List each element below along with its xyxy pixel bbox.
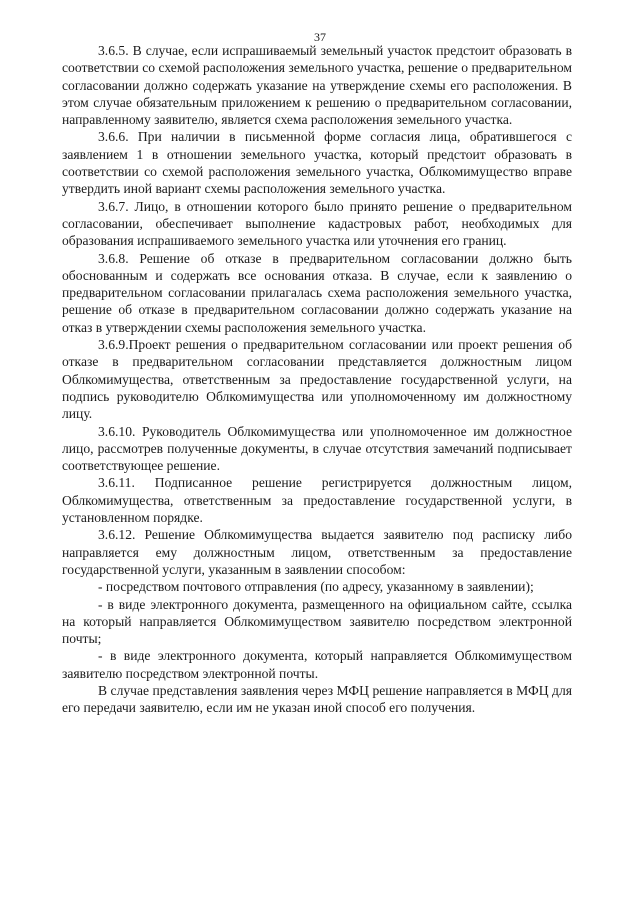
page-number: 37: [314, 30, 326, 44]
paragraph-mfc: В случае представления заявления через МФЦ решение направляется в МФЦ для его передачи заявителю, если им не указан иной способ его получения.: [62, 682, 572, 716]
bullet-item-website: - в виде электронного документа, размещенного на официальном сайте, ссылка на который направляется Облкомимуществом заявителю посредством электронной почты;: [62, 596, 572, 647]
bullet-item-email: - в виде электронного документа, который направляется Облкомимуществом заявителю посредством электронной почты.: [62, 648, 572, 681]
document-body: [62, 42, 572, 717]
paragraph-3-6-6: 3.6.6. При наличии в письменной форме согласия лица, обратившегося с заявлением 1 в отношении земельного участка, который предстоит образовать в соответствии со схемой расположения земельного участка, Облкомимущество вправе утвердить иной вариант схемы расположения земельного участка.: [62, 129, 572, 197]
paragraph-3-6-8: 3.6.8. Решение об отказе в предварительном согласовании должно быть обоснованным и содержать все основания отказа. В случае, если к заявлению о предварительном согласовании прилагалась схема расположения земельного участка, решение об отказе в предварительном согласовании должно содержать указание на отказ в утверждении схемы расположения земельного участка.: [62, 250, 572, 335]
paragraph-3-6-10: 3.6.10. Руководитель Облкомимущества или уполномоченное им должностное лицо, рассмотрев полученные документы, в случае отсутствия замечаний подписывает соответствующее решение.: [62, 423, 572, 474]
paragraph-3-6-9: 3.6.9.Проект решения о предварительном согласовании или проект решения об отказе в предварительном согласовании представляется должностным лицом Облкомимущества, ответственным за предоставление государственной услуги, на подпись руководителю Облкомимущества или уполномоченному им должностному лицу.: [62, 337, 572, 422]
paragraph-3-6-11: 3.6.11. Подписанное решение регистрируется должностным лицом, Облкомимущества, ответственным за предоставление государственной услуги, в установленном порядке.: [62, 475, 572, 526]
paragraph-3-6-7: 3.6.7. Лицо, в отношении которого было принято решение о предварительном согласовании, обеспечивает выполнение кадастровых работ, необходимых для образования испрашиваемого земельного участка или уточнения его границ.: [62, 198, 572, 249]
bullet-item-postal: - посредством почтового отправления (по адресу, указанному в заявлении);: [98, 579, 534, 595]
paragraph-3-6-12: 3.6.12. Решение Облкомимущества выдается заявителю под расписку либо направляется ему должностным лицом, ответственным за предоставление государственной услуги, указанным в заявлении способом:: [62, 527, 572, 577]
paragraph-3-6-5: 3.6.5. В случае, если испрашиваемый земельный участок предстоит образовать в соответствии со схемой расположения земельного участка, решение о предварительном согласовании должно содержать указание на утверждение схемы его расположения. В этом случае обязательным приложением к решению о предварительном согласовании, направленному заявителю, является схема расположения земельного участка.: [62, 43, 572, 128]
